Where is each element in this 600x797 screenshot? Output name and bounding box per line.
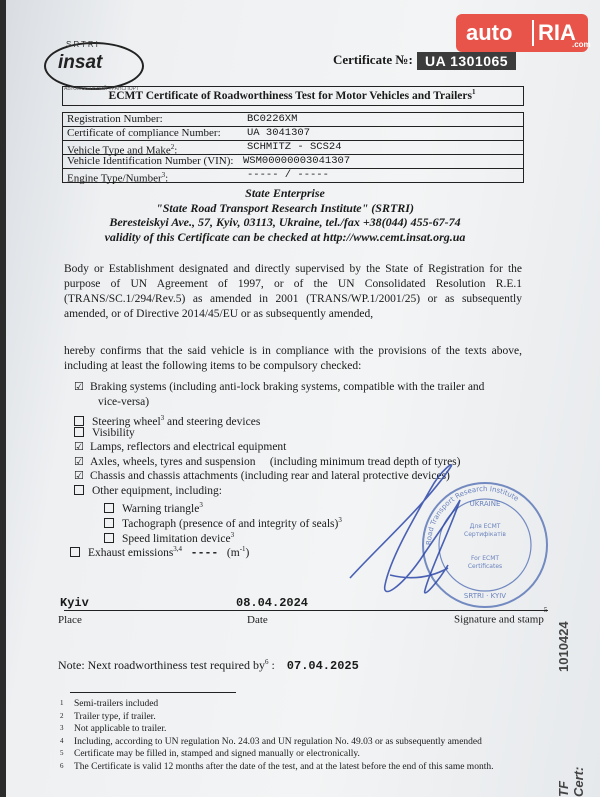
autoria-watermark (456, 14, 591, 52)
item-text: Visibility (92, 427, 135, 439)
footnote-ref: 2 (170, 143, 175, 151)
footnote (60, 723, 540, 736)
body-paragraph-1: Body or Establishment designated and directly supervised by the State of Registration for the purpose of UN Agreement of 1997, or of the UN Consolidated Resolution R.E.1 (TRANS/SC.1/294/Rev.5) as amended in 2001 (TRANS/WP.1/2001/25) or as subsequently amended, or of Directive 2014/45/EU or as subsequently amended, (64, 263, 522, 320)
enterprise-name: "State Road Transport Research Institute" (SRTRI) (156, 200, 414, 215)
table-row (63, 169, 523, 185)
item-text: Lamps, reflectors and electrical equipment (90, 441, 287, 453)
certificate-number: UA 1301065 (417, 52, 516, 70)
footnote-number: 2 (60, 711, 64, 720)
exhaust-value: ---- (190, 546, 219, 560)
footnote (60, 698, 540, 711)
checklist-item (74, 440, 286, 455)
signature-line (64, 610, 548, 611)
checklist-item-continuation: vice-versa) (98, 396, 150, 408)
footnote-number: 5 (60, 749, 64, 758)
footnote-text: Including, according to UN regulation No. 24.03 and UN regulation No. 49.03 or as subsequently amended (74, 736, 482, 747)
validity-link[interactable]: validity of this Certificate can be checked at http://www.cemt.insat.org.ua (104, 229, 466, 244)
footnote-text: Semi-trailers included (74, 699, 159, 709)
enterprise-address: Beresteiskyi Ave., 57, Kyiv, 03113, Ukraine, tel./fax +38(044) 455-67-74 (109, 215, 461, 229)
row-label: Vehicle Type and Make$^2$: (67, 143, 178, 157)
item-text-after: and steering devices (164, 415, 261, 428)
date-value: 08.04.2024 (236, 596, 309, 610)
checklist-item (74, 426, 135, 441)
footnote-ref: 3 (338, 516, 342, 524)
checked-box-icon: ☑ (74, 440, 84, 453)
checkbox-icon (74, 416, 84, 426)
place-label: Place (58, 614, 82, 626)
checked-box-icon: ☑ (74, 469, 84, 482)
signature-label (454, 606, 548, 626)
stamp-country: UKRAINE (469, 500, 501, 508)
exhaust-unit-exponent: -1 (239, 545, 246, 553)
footnote-text: Not applicable to trailer. (74, 724, 167, 735)
watermark-brand-ria: RIA (532, 20, 576, 46)
item-text: Chassis and chassis attachments (including rear and lateral protective devices) (90, 470, 450, 482)
vehicle-details-table (62, 112, 524, 183)
row-label-text: Vehicle Type and Make (67, 144, 171, 157)
item-text: Steering wheel (92, 415, 161, 428)
footnote-ref: 3 (199, 501, 203, 509)
footnote-separator (70, 692, 236, 693)
trf-cert-label: TF Cert: (556, 766, 586, 797)
row-label-text: Engine Type/Number (67, 172, 162, 185)
enterprise-block (60, 186, 510, 244)
stamp-bottom-text: SRTRI · KYIV (463, 592, 507, 600)
compliance-number: UA 3041307 (247, 127, 311, 139)
footnote-ref: 3 (230, 531, 235, 539)
footnote-ref: 3 (161, 171, 166, 179)
footnote-number: 4 (60, 736, 64, 745)
exhaust-label: Exhaust emissions (88, 546, 174, 559)
stamp-line: Для ECMT (469, 523, 501, 530)
checkbox-icon (74, 427, 84, 437)
checklist-item (74, 380, 484, 395)
logo-subtext: АВТОМОБІЛЬНИЙ ТРАНСПОРТ (64, 86, 139, 92)
serial-number: 1010424 (556, 621, 571, 672)
checkbox-icon (70, 547, 80, 557)
next-test-colon: : (271, 658, 275, 672)
certificate-number-label: Certificate №: (333, 52, 413, 67)
footnote-ref: 6 (264, 658, 269, 666)
stamp-line: For ECMT (470, 555, 500, 562)
checkbox-icon (104, 518, 114, 528)
watermark-domain: .com (572, 40, 591, 49)
table-row (63, 141, 523, 155)
checkbox-icon (104, 503, 114, 513)
footnote (60, 736, 540, 749)
body-paragraph-2: hereby confirms that the said vehicle is in compliance with the provisions of the texts above, including at least the following items to be compulsory checked: (64, 345, 522, 372)
table-row (63, 127, 523, 141)
row-label: Vehicle Identification Number (VIN): (67, 155, 234, 167)
next-test-label: Note: Next roadworthiness test required by (58, 658, 265, 672)
footnote-text: Trailer type, if trailer. (74, 711, 156, 722)
row-label: Certificate of compliance Number: (67, 127, 221, 139)
next-test-date: 07.04.2025 (286, 659, 359, 673)
footnote-ref: 3,4 (173, 545, 183, 553)
row-label: Registration Number: (67, 113, 163, 125)
footnote-text: Certificate may be filled in, stamped and signed manually or electronically. (74, 749, 360, 760)
title-footnote-ref: 1 (471, 88, 476, 96)
stamp-line: Certificates (467, 563, 503, 570)
checklist-item (74, 484, 222, 499)
checked-box-icon: ☑ (74, 455, 84, 468)
document-title (62, 88, 522, 102)
engine-type-number: ----- / ----- (247, 169, 329, 181)
table-row (63, 155, 523, 169)
next-test-note (58, 658, 359, 673)
item-text: Braking systems (including anti-lock braking systems, compatible with the trailer and (90, 381, 485, 393)
table-row (63, 113, 523, 127)
footnote (60, 711, 540, 724)
logo-arc-text: SRTRI (66, 40, 100, 49)
date-label: Date (247, 614, 268, 626)
item-text: Speed limitation device (122, 532, 231, 545)
logo-name: insat (58, 52, 103, 73)
stamp-ring-text: Road Transport Research Institute (424, 484, 521, 546)
footnote (60, 761, 540, 774)
exhaust-unit: (m (226, 546, 240, 559)
footnote-number: 6 (60, 761, 64, 770)
exhaust-item (70, 542, 249, 561)
footnote-ref: 5 (543, 606, 548, 614)
item-text: Other equipment, including: (92, 485, 222, 497)
footnotes (60, 698, 540, 774)
checkbox-icon (74, 485, 84, 495)
enterprise-line: State Enterprise (245, 186, 325, 200)
item-text: Axles, wheels, tyres and suspension (including minimum tread depth of tyres) (90, 456, 461, 468)
footnote-ref: 3 (160, 414, 165, 422)
signature-label-text: Signature and stamp (454, 613, 544, 626)
stamp-line: Сертифікатів (464, 531, 506, 538)
document-title-text: ECMT Certificate of Roadworthiness Test for Motor Vehicles and Trailers (108, 89, 472, 102)
handwritten-signature (330, 450, 480, 610)
vehicle-type-make: SCHMITZ - SCS24 (247, 141, 342, 153)
footnote (60, 748, 540, 761)
footnote-number: 3 (60, 724, 64, 733)
footnote-text: The Certificate is valid 12 months after the date of the test, and at the latest before the end of this same month. (74, 761, 494, 772)
vin: WSM00000003041307 (243, 155, 351, 167)
row-label: Engine Type/Number$^3$: (67, 171, 169, 185)
place-value: Kyiv (60, 596, 89, 610)
item-text: Tachograph (presence of and integrity of seals) (122, 517, 339, 530)
item-text: Warning triangle (122, 502, 200, 515)
footnote-number: 1 (60, 699, 64, 707)
checked-box-icon: ☑ (74, 380, 84, 393)
registration-number: BC0226XM (247, 113, 298, 125)
watermark-brand: auto (466, 20, 513, 45)
exhaust-unit-close: ) (245, 546, 250, 559)
